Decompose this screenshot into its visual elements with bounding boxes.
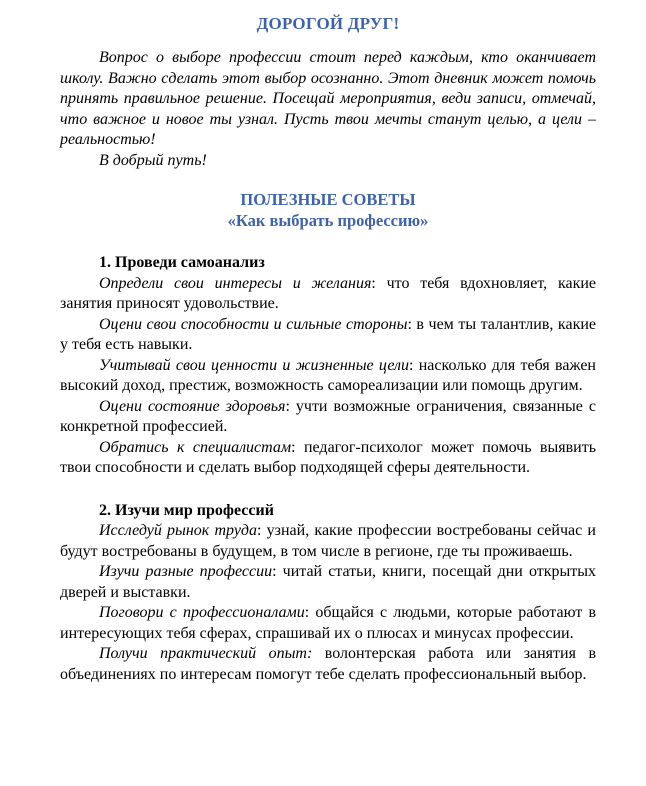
item-lead: Изучи разные профессии xyxy=(99,563,273,580)
intro-closing: В добрый путь! xyxy=(99,151,207,169)
document-page xyxy=(60,0,596,685)
list-item xyxy=(60,315,596,356)
list-item xyxy=(60,644,596,685)
item-text: : что тебя вдохновляет, какие занятия приносят удовольствие. xyxy=(60,274,597,312)
item-lead: Обратись к специалистам xyxy=(99,438,292,456)
item-text: : учти возможные ограничения, связанные с конкретной профессией. xyxy=(60,397,597,435)
list-item xyxy=(60,356,596,397)
item-lead: Получи практический опыт: xyxy=(99,645,313,662)
page-title: ДОРОГОЙ ДРУГ! xyxy=(256,14,400,33)
item-text: : общайся с людьми, которые работают в интересующих тебя сферах, спрашивай их о плюсах и минусах профессии. xyxy=(60,604,597,642)
item-text: : насколько для тебя важен высокий доход, престиж, возможность самореализации или помощь другим. xyxy=(60,356,596,394)
item-text: : в чем ты талантлив, какие у тебя есть навыки. xyxy=(60,315,597,353)
item-lead: Исследуй рынок труда xyxy=(99,522,257,539)
intro-block xyxy=(60,48,596,171)
item-text: : читай статьи, книги, посещай дни открытых дверей и выставки. xyxy=(60,563,596,601)
item-text: : педагог-психолог может помочь выявить твои способности и сделать выбор подходящей сферы деятельности. xyxy=(60,438,596,476)
list-item xyxy=(60,397,596,438)
list-item xyxy=(60,438,596,479)
item-lead: Поговори с профессионалами xyxy=(99,604,305,621)
section-heading: 2. Изучи мир профессий xyxy=(99,501,274,519)
item-lead: Оцени свои способности и сильные стороны xyxy=(99,315,408,333)
list-item xyxy=(60,274,596,315)
list-item xyxy=(60,562,596,603)
item-lead: Оцени состояние здоровья xyxy=(99,397,286,415)
tips-title: ПОЛЕЗНЫЕ СОВЕТЫ xyxy=(240,190,416,209)
intro-paragraph: Вопрос о выборе профессии стоит перед каждым, кто оканчивает школу. Важно сделать этот выбор осознанно. Этот дневник может помочь принять правильное решение. Посещай мероприятия, веди записи, отмечай, что важное и новое ты узнал. Пусть твои мечты станут целью, а цели – реальностью! xyxy=(60,49,596,148)
tips-subtitle: «Как выбрать профессию» xyxy=(227,210,429,230)
item-lead: Определи свои интересы и желания xyxy=(99,274,372,292)
item-text: волонтерская работа или занятия в объединениях по интересам помогут тебе сделать профессиональный выбор. xyxy=(60,645,597,683)
section-heading: 1. Проведи самоанализ xyxy=(99,254,265,271)
list-item xyxy=(60,603,596,644)
item-text: : узнай, какие профессии востребованы сейчас и будут востребованы в будущем, в том числе в регионе, где ты проживаешь. xyxy=(60,522,596,560)
item-lead: Учитывай свои ценности и жизненные цели xyxy=(99,356,409,374)
list-item xyxy=(60,521,596,562)
